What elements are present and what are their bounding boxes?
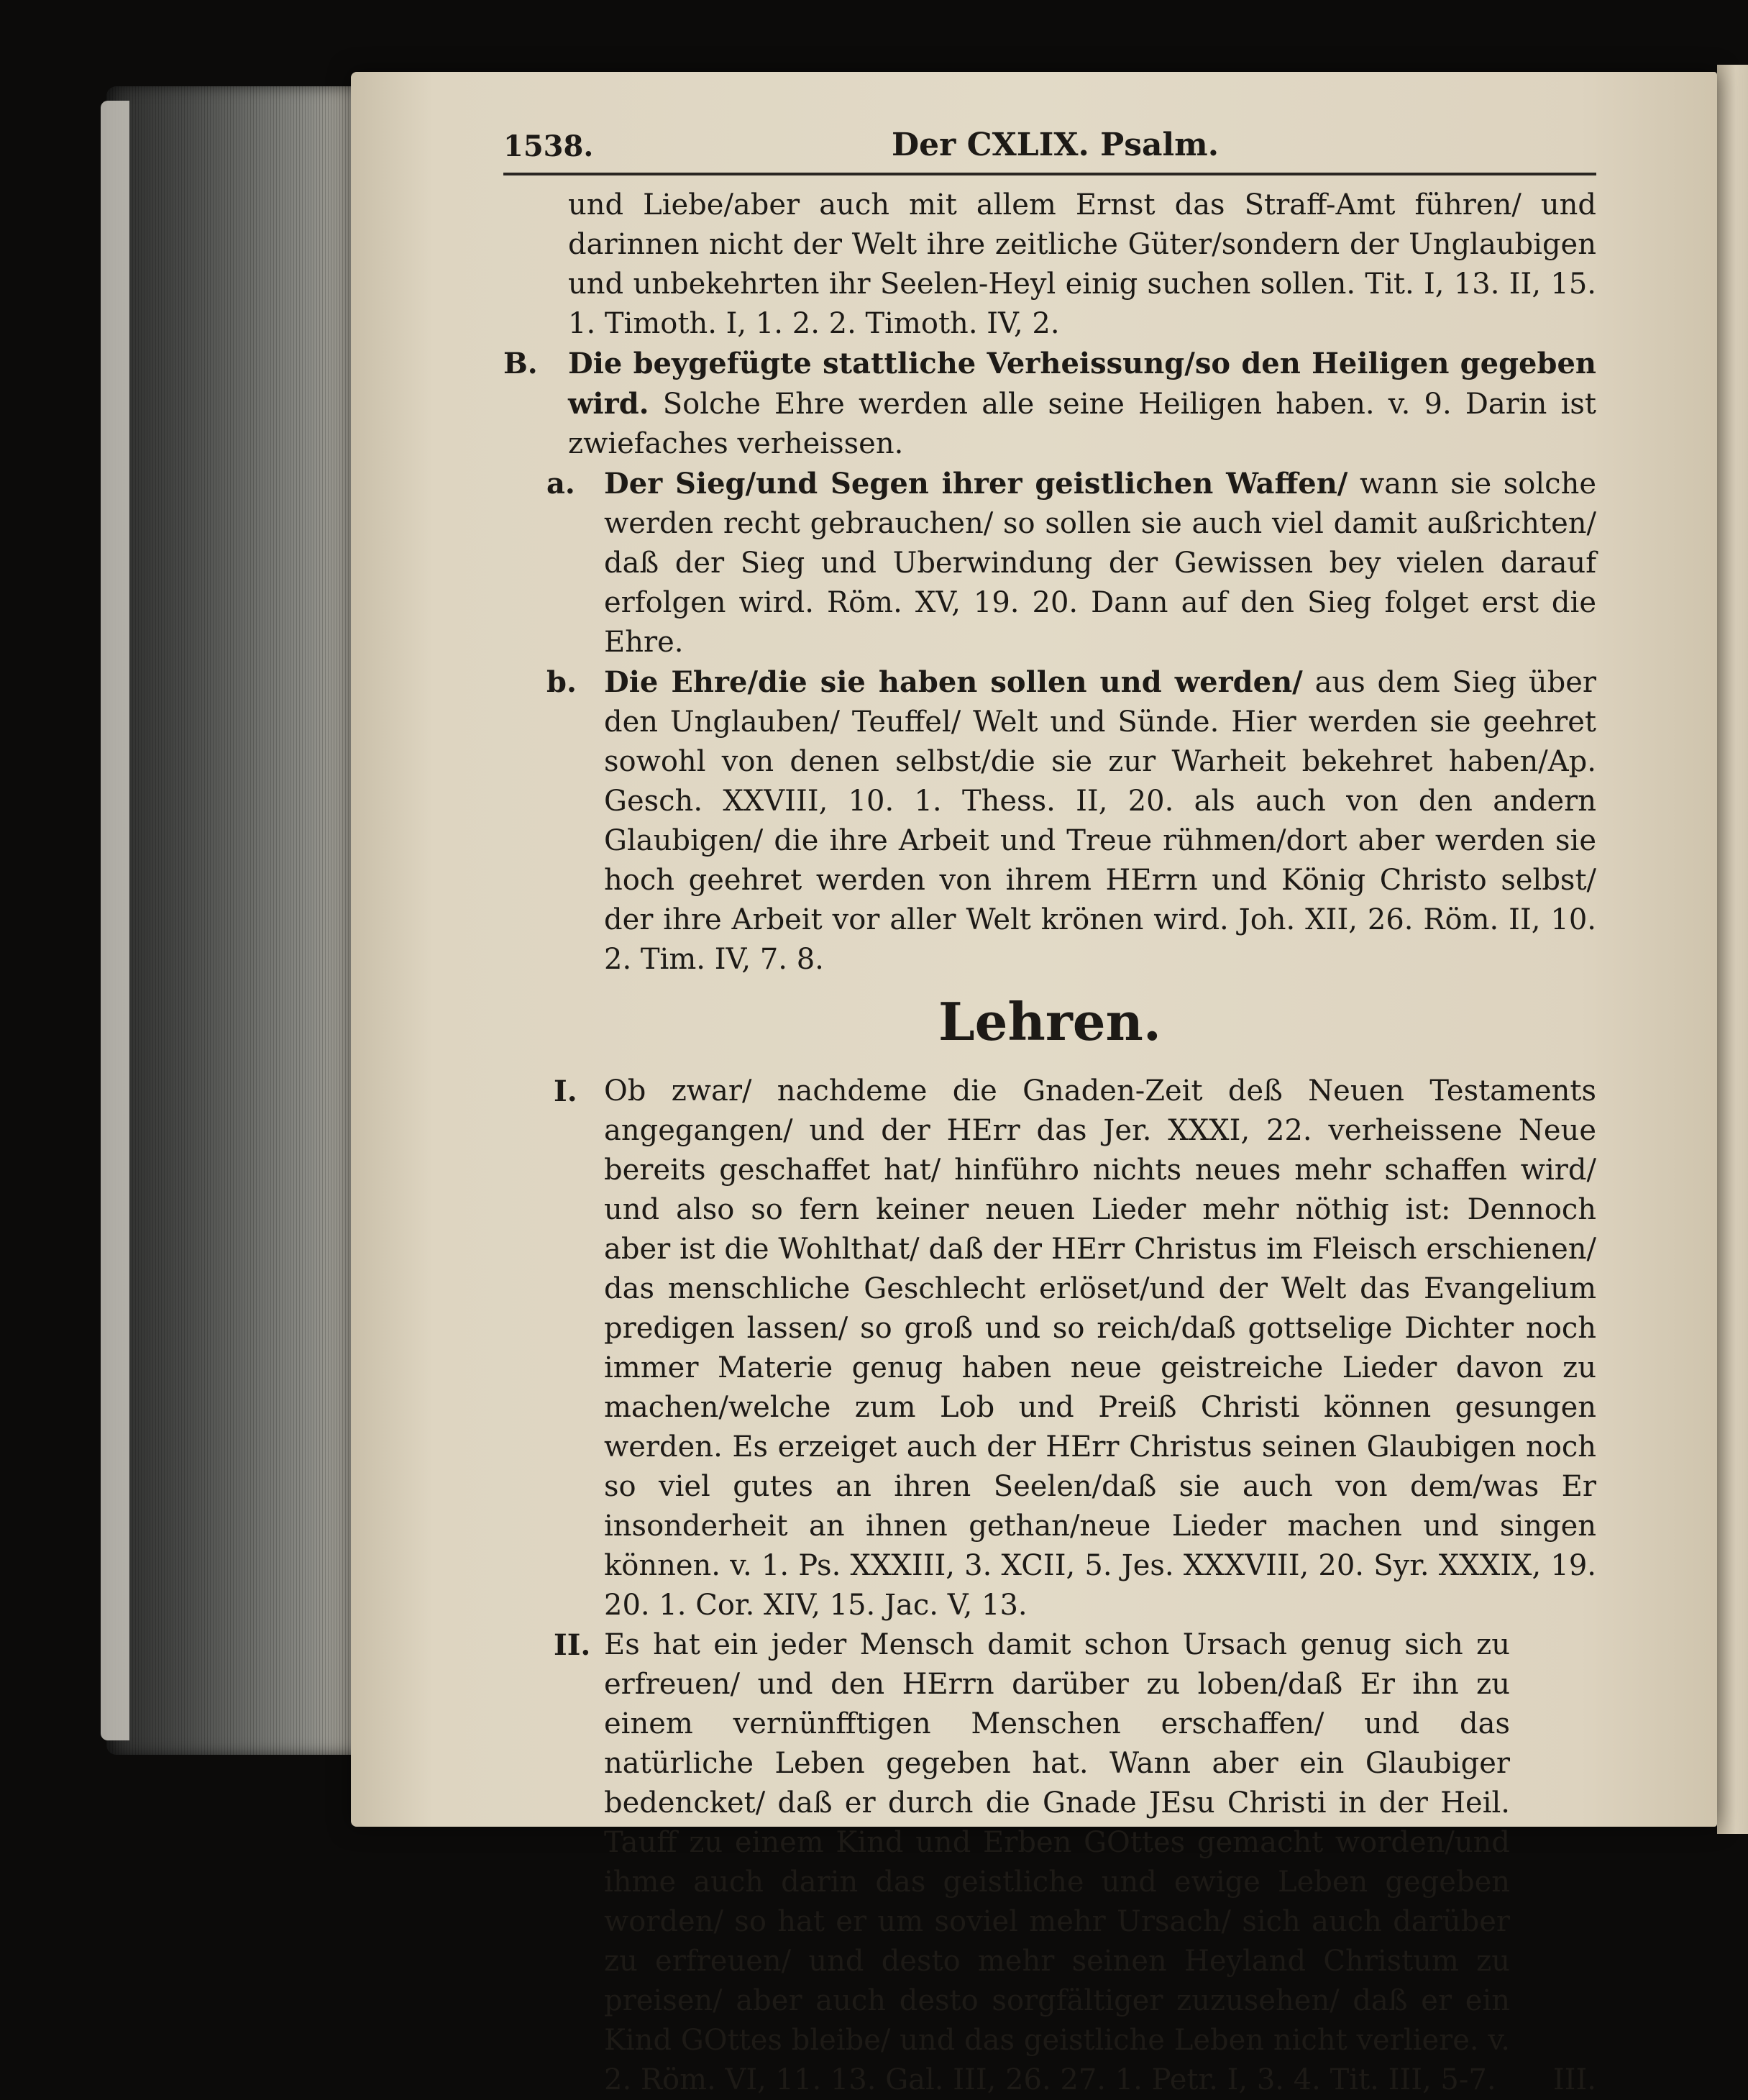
page-stack-edge xyxy=(106,86,380,1755)
item-b-lead: Die beygefügte stattliche Verheissung/so den Heiligen gegeben wird. xyxy=(568,347,1596,421)
page-content xyxy=(503,122,1596,2100)
item-bb xyxy=(503,662,1596,980)
item-bb-text xyxy=(604,662,1596,980)
item-bb-marker: b. xyxy=(546,665,577,699)
lesson-1-marker: I. xyxy=(554,1074,577,1108)
catchword: III. xyxy=(1552,2063,1596,2096)
book-cover-edge xyxy=(101,101,129,1740)
lesson-1 xyxy=(503,1072,1596,1625)
intro-paragraph: und Liebe/aber auch mit allem Ernst das Straff-Amt führen/ und darinnen nicht der Welt ihre zeitliche Güter/sondern der Unglaubigen und unbekehrten ihr Seelen-Heyl einig suchen sollen. Tit. I, 13. II, 15. 1. Timoth. I, 1. 2. 2. Timoth. IV, 2. xyxy=(568,188,1596,340)
item-b-text xyxy=(568,344,1596,464)
item-b-rest: Solche Ehre werden alle seine Heiligen haben. v. 9. Darin ist zwiefaches verheissen. xyxy=(568,388,1596,460)
item-a-rest: wann sie solche werden recht gebrauchen/ so sollen sie auch viel damit außrichten/ daß der Sieg und Uberwindung der Gewissen bey vielen darauf erfolgen wird. Röm. XV, 19. 20. Dann auf den Sieg folget erst die Ehre. xyxy=(604,467,1596,659)
item-b xyxy=(503,344,1596,464)
item-a-marker: a. xyxy=(546,467,575,501)
lesson-2-text: Es hat ein jeder Mensch damit schon Ursach genug sich zu erfreuen/ und den HErrn darüber zu loben/daß Er ihn zu einem vernünfftigen Menschen erschaffen/ und das natürliche Leben gegeben hat. Wann aber ein Glaubiger bedencket/ daß er durch die Gnade JEsu Christi in der Heil. Tauff zu einem Kind und Erben GOttes gemacht worden/und ihme auch darin das geistliche und ewige Leben gegeben worden/ so hat er um soviel mehr Ursach/ sich auch darüber zu erfreuen/ und desto mehr seinen Heyland Christum zu preisen/ aber auch desto sorgfältiger zuzusehen/ daß er ein Kind GOttes bleibe/ und das geistliche Leben nicht verliere. v. 2. Röm. VI, 11. 13. Gal. III, 26. 27. 1. Petr. I, 3. 4. Tit. III, 5-7. xyxy=(604,1628,1510,2096)
lesson-2 xyxy=(503,1625,1596,2100)
item-bb-lead: Die Ehre/die sie haben sollen und werden/ xyxy=(604,665,1303,699)
running-head xyxy=(503,122,1596,175)
lesson-1-text: Ob zwar/ nachdeme die Gnaden-Zeit deß Neuen Testaments angegangen/ und der HErr das Jer. XXXI, 22. verheissene Neue bereits geschaffet hat/ hinführo nichts neues mehr schaffen wird/ und also so fern keiner neuen Lieder mehr nöthig ist: Dennoch aber ist die Wohlthat/ daß der HErr Christus im Fleisch erschienen/ das menschliche Geschlecht erlöset/und der Welt das Evangelium predigen lassen/ so groß und so reich/daß gottselige Dichter noch immer Materie genug haben neue geistreiche Lieder davon zu machen/welche zum Lob und Preiß Christi können gesungen werden. Es erzeiget auch der HErr Christus seinen Glaubigen noch so viel gutes an ihren Seelen/daß sie auch von dem/was Er insonderheit an ihnen gethan/neue Lieder machen und singen können. v. 1. Ps. XXXIII, 3. XCII, 5. Jes. XXXVIII, 20. Syr. XXXIX, 19. 20. 1. Cor. XIV, 15. Jac. V, 13. xyxy=(604,1074,1596,1622)
item-bb-rest: aus dem Sieg über den Unglauben/ Teuffel/ Welt und Sünde. Hier werden sie geehret sowohl von denen selbst/die sie zur Warheit bekehret haben/Ap. Gesch. XXVIII, 10. 1. Thess. II, 20. als auch von den andern Glaubigen/ die ihre Arbeit und Treue rühmen/dort aber werden sie hoch geehret werden von ihrem HErrn und König Christo selbst/ der ihre Arbeit vor aller Welt krönen wird. Joh. XII, 26. Röm. II, 10. 2. Tim. IV, 7. 8. xyxy=(604,666,1597,976)
section-heading: Lehren. xyxy=(938,991,1161,1052)
header-title: Der CXLIX. Psalm. xyxy=(892,127,1220,163)
item-a-lead: Der Sieg/und Segen ihrer geistlichen Waffen/ xyxy=(604,467,1348,501)
item-b-marker: B. xyxy=(503,347,538,380)
item-a xyxy=(503,464,1596,662)
book-gutter xyxy=(1717,65,1748,1834)
item-a-text xyxy=(604,464,1596,662)
lesson-2-marker: II. xyxy=(554,1628,591,1662)
page-number: 1538. xyxy=(503,129,594,163)
